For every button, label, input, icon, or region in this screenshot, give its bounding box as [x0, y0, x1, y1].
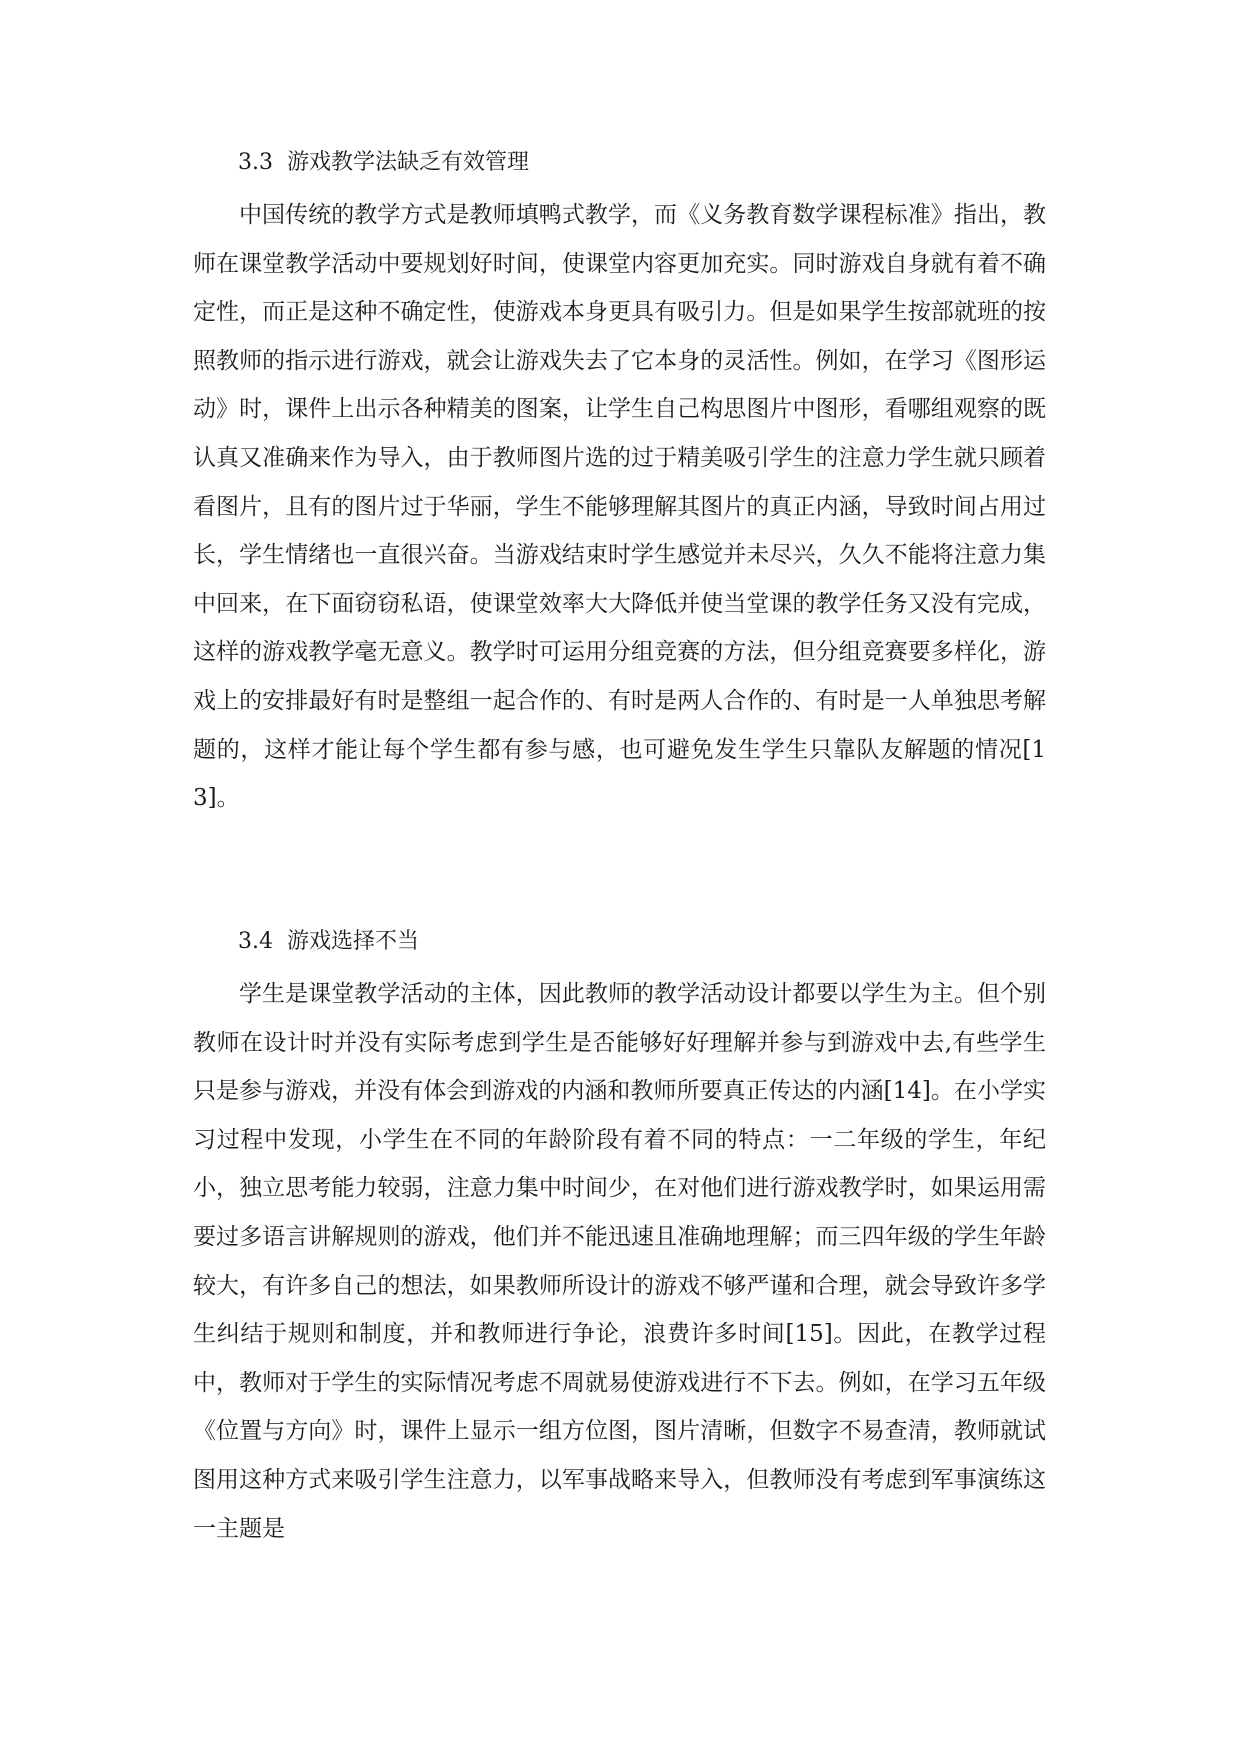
section-heading-3-4 — [238, 927, 419, 957]
section-paragraph-3-4: 学生是课堂教学活动的主体，因此教师的教学活动设计都要以学生为主。但个别教师在设计时并没有实际考虑到学生是否能够好好理解并参与到游戏中去,有些学生只是参与游戏，并没有体会到游戏的内涵和教师所要真正传达的内涵[14]。在小学实习过程中发现，小学生在不同的年龄阶段有着不同的特点：一二年级的学生，年纪小，独立思考能力较弱，注意力集中时间少，在对他们进行游戏教学时，如果运用需要过多语言讲解规则的游戏，他们并不能迅速且准确地理解；而三四年级的学生年龄较大，有许多自己的想法，如果教师所设计的游戏不够严谨和合理，就会导致许多学生纠结于规则和制度，并和教师进行争论，浪费许多时间[15]。因此，在教学过程中，教师对于学生的实际情况考虑不周就易使游戏进行不下去。例如，在学习五年级《位置与方向》时，课件上显示一组方位图，图片清晰，但数字不易查清，教师就试图用这种方式来吸引学生注意力，以军事战略来导入，但教师没有考虑到军事演练这一主题是 — [193, 981, 1046, 1542]
section-title: 游戏教学法缺乏有效管理 — [287, 150, 530, 175]
section-number: 3.3 — [238, 150, 273, 175]
section-number: 3.4 — [238, 929, 273, 954]
section-heading-3-3 — [238, 148, 529, 178]
section-paragraph-3-3: 中国传统的教学方式是教师填鸭式教学，而《义务教育数学课程标准》指出，教师在课堂教学活动中要规划好时间，使课堂内容更加充实。同时游戏自身就有着不确定性，而正是这种不确定性，使游戏本身更具有吸引力。但是如果学生按部就班的按照教师的指示进行游戏，就会让游戏失去了它本身的灵活性。例如，在学习《图形运动》时，课件上出示各种精美的图案，让学生自己构思图片中图形，看哪组观察的既认真又准确来作为导入，由于教师图片选的过于精美吸引学生的注意力学生就只顾着看图片，且有的图片过于华丽，学生不能够理解其图片的真正内涵，导致时间占用过长，学生情绪也一直很兴奋。当游戏结束时学生感觉并未尽兴，久久不能将注意力集中回来，在下面窃窃私语，使课堂效率大大降低并使当堂课的教学任务又没有完成，这样的游戏教学毫无意义。教学时可运用分组竞赛的方法，但分组竞赛要多样化，游戏上的安排最好有时是整组一起合作的、有时是两人合作的、有时是一人单独思考解题的，这样才能让每个学生都有参与感，也可避免发生学生只靠队友解题的情况[13]。 — [193, 202, 1046, 812]
section-title: 游戏选择不当 — [287, 929, 420, 954]
